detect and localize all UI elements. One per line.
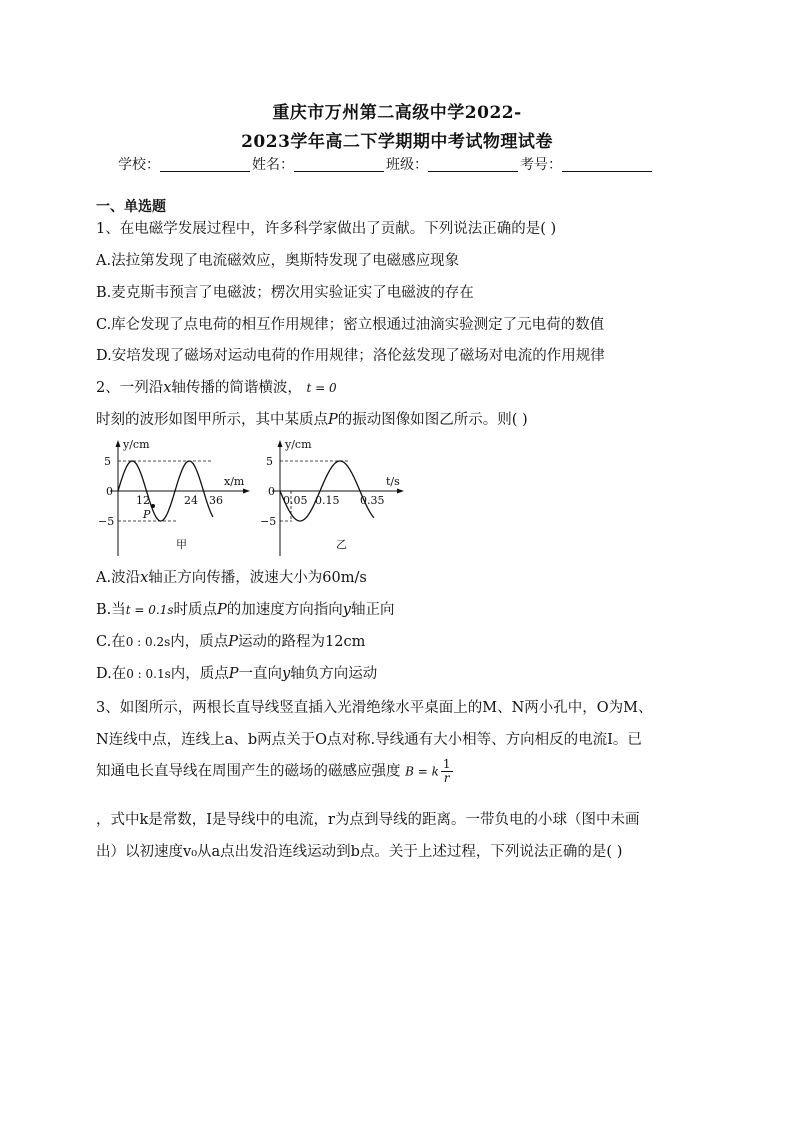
q2-stem-line1: 2、一列沿x轴传播的简谐横波， t = 0 (96, 380, 337, 396)
q1-option-a: A.法拉第发现了电流磁效应，奥斯特发现了电磁感应现象 (96, 253, 460, 269)
q1-option-c: C.库仑发现了点电荷的相互作用规律；密立根通过油滴实验测定了元电荷的数值 (96, 317, 605, 333)
student-info-line (118, 154, 654, 174)
yi-y-axis-label: y/cm (285, 438, 312, 451)
q3-line3: 知通电长直导线在周围产生的磁场的磁感应强度 B = k $\frac{1}{r}$ (96, 757, 451, 785)
section-heading: 一、单选题 (96, 199, 166, 215)
jia-ytick-0: 0 (106, 485, 113, 498)
number-label: 考号： (520, 157, 562, 173)
q3-line2: N连线中点，连线上a、b两点关于O点对称.导线通有大小相等、方向相反的电流I。已 (96, 732, 642, 748)
yi-x-axis-label: t/s (386, 475, 400, 488)
jia-y-axis-label: y/cm (123, 438, 150, 451)
jia-ytick-5: 5 (104, 455, 111, 468)
jia-xtick-24: 24 (184, 494, 198, 507)
q3-line5: 出）以初速度v₀从a点出发沿连线运动到b点。关于上述过程，下列说法正确的是( ) (96, 844, 623, 860)
q1-option-d: D.安培发现了磁场对运动电荷的作用规律；洛伦兹发现了磁场对电流的作用规律 (96, 348, 605, 364)
yi-xtick-015: 0.15 (315, 494, 340, 507)
yi-xtick-035: 0.35 (360, 494, 385, 507)
yi-ytick-neg5: −5 (260, 515, 277, 528)
q1-stem: 1、在电磁学发展过程中，许多科学家做出了贡献。下列说法正确的是( ) (96, 221, 557, 237)
q2-option-c: C.在0 : 0.2s内，质点P运动的路程为12cm (96, 634, 366, 650)
jia-x-axis-label: x/m (224, 475, 245, 488)
q2-stem-line2: 时刻的波形如图甲所示，其中某质点P的振动图像如图乙所示。则( ) (96, 412, 528, 428)
number-blank[interactable] (562, 157, 652, 172)
q1-option-b: B.麦克斯韦预言了电磁波；楞次用实验证实了电磁波的存在 (96, 285, 474, 301)
yi-ytick-5: 5 (266, 455, 273, 468)
jia-ytick-neg5: −5 (98, 515, 115, 528)
class-blank[interactable] (428, 157, 518, 172)
yi-xtick-005: 0.05 (283, 494, 308, 507)
q2-time-zero: t = 0 (306, 381, 337, 395)
q2-option-a: A.波沿x轴正方向传播，波速大小为60m/s (96, 570, 367, 586)
q2-option-b: B.当t = 0.1s时质点P的加速度方向指向y轴正向 (96, 602, 395, 618)
q3-formula: B = k (405, 764, 439, 779)
figure-jia-waveform (96, 436, 256, 556)
page-title-line1: 重庆市万州第二高级中学2022- (272, 103, 522, 123)
jia-point-p-label: P (143, 508, 151, 521)
q3-line1: 3、如图所示，两根长直导线竖直插入光滑绝缘水平桌面上的M、N两小孔中，O为M、 (96, 700, 653, 716)
q3-formula-fraction: $\frac{1}{r}$ (442, 757, 451, 785)
yi-ytick-0: 0 (268, 485, 275, 498)
jia-caption: 甲 (176, 538, 187, 551)
yi-caption: 乙 (336, 538, 347, 551)
school-label: 学校： (118, 157, 160, 173)
name-blank[interactable] (294, 157, 384, 172)
page-title-line2: 2023学年高二下学期期中考试物理试卷 (241, 132, 553, 152)
q3-line4: ，式中k是常数，I是导线中的电流，r为点到导线的距离。一带负电的小球（图中未画 (96, 812, 640, 828)
jia-xtick-12: 12 (136, 494, 150, 507)
q2-option-d: D.在0 : 0.1s内，质点P一直向y轴负方向运动 (96, 666, 378, 682)
school-blank[interactable] (160, 157, 250, 172)
name-label: 姓名： (252, 157, 294, 173)
jia-xtick-36: 36 (209, 494, 223, 507)
class-label: 班级： (386, 157, 428, 173)
figure-yi-vibration (262, 436, 412, 556)
